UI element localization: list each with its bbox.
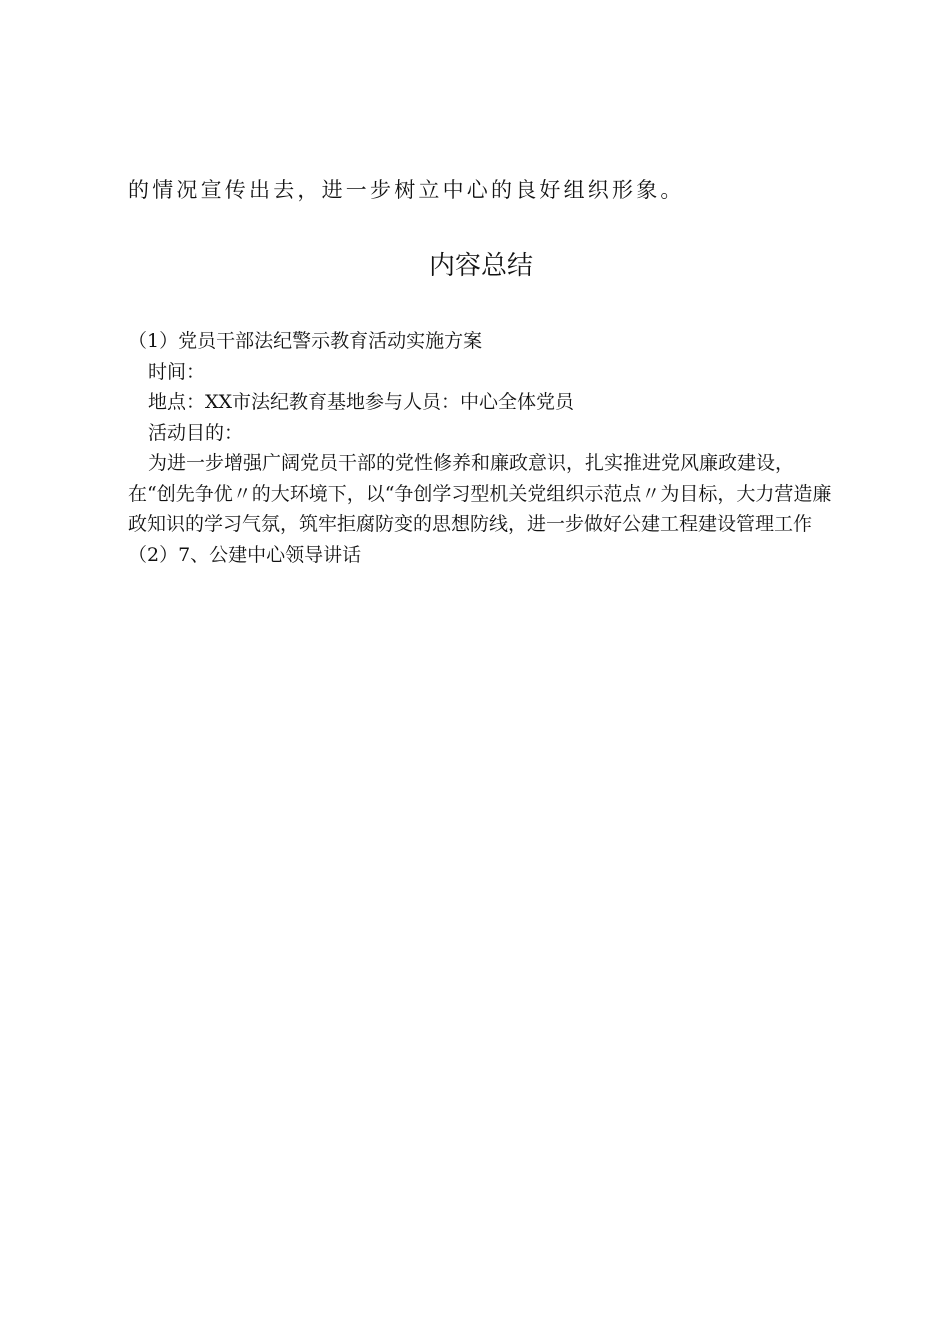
purpose-body: 为进一步增强广阔党员干部的党性修养和廉政意识，扎实推进党风廉政建设，在“创先争优〃的大环境下，以“争创学习型机关党组织示范点〃为目标，大力营造廉政知识的学习气氛，筑牢拒腐防变的思想防线，进一步做好公建工程建设管理工作 [128,452,832,535]
item1-heading: （1）党员干部法纪警示教育活动实施方案 [128,330,483,352]
summary-title: 内容总结 [428,251,533,281]
time-label: 时间： [148,360,206,383]
summary-section [128,326,838,570]
item2-heading: （2）7、公建中心领导讲话 [128,543,362,566]
purpose-label: 活动目的： [148,421,244,444]
continuation-paragraph: 的情况宣传出去，进一步树立中心的良好组织形象。 [128,178,685,202]
place-line: 地点：XX市法纪教育基地参与人员：中心全体党员 [148,391,575,413]
